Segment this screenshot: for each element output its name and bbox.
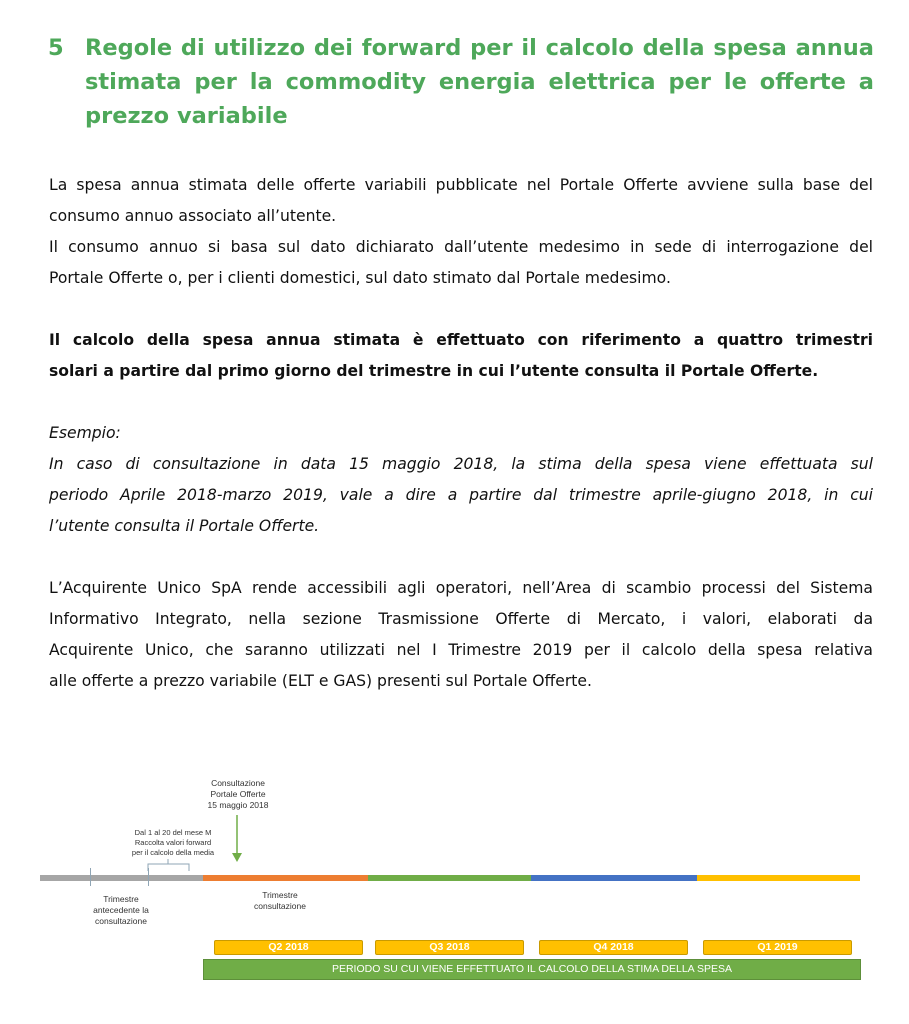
current-quarter-label — [230, 890, 330, 912]
timeline-tick — [148, 868, 149, 886]
label-line: antecedente la — [93, 905, 149, 915]
text-line: In caso di consultazione in data 15 maggio 2018, la stima della spesa viene effettuata sul — [49, 455, 873, 473]
paragraph-calculation-rule — [49, 325, 873, 387]
quarter-box-q3-2018: Q3 2018 — [375, 940, 524, 955]
label-line: consultazione — [95, 916, 147, 926]
consultation-label — [190, 778, 286, 811]
text-line: L’Acquirente Unico SpA rende accessibili agli operatori, nell’Area di scambio processi del Sistema — [49, 579, 873, 597]
label-line: Consultazione — [211, 778, 265, 788]
label-line: Trimestre — [262, 890, 298, 900]
text-line: Informativo Integrato, nella sezione Trasmissione Offerte di Mercato, i valori, elaborati da — [49, 610, 873, 628]
label-line: consultazione — [254, 901, 306, 911]
down-arrow-icon — [230, 815, 244, 865]
section-heading — [48, 31, 874, 133]
label-line: per il calcolo della media — [131, 848, 215, 857]
previous-quarter-label — [68, 894, 174, 927]
text-line: Il consumo annuo si basa sul dato dichiarato dall’utente medesimo in sede di interrogazione del — [49, 238, 873, 256]
text-line: Il calcolo della spesa annua stimata è effettuato con riferimento a quattro trimestri — [49, 331, 873, 349]
bracket-icon — [147, 858, 191, 872]
timeline-segment-q1-2019 — [697, 875, 860, 881]
text-line: periodo Aprile 2018-marzo 2019, vale a dire a partire dal trimestre aprile-giugno 2018, in cui — [49, 486, 873, 504]
forward-collection-label — [118, 828, 228, 858]
quarter-box-q1-2019: Q1 2019 — [703, 940, 852, 955]
text-line: alle offerte a prezzo variabile (ELT e GAS) presenti sul Portale Offerte. — [49, 672, 592, 690]
timeline-segment-q2-2018 — [203, 875, 368, 881]
estimation-period-bar: PERIODO SU CUI VIENE EFFETTUATO IL CALCOLO DELLA STIMA DELLA SPESA — [203, 959, 861, 980]
text-line: consumo annuo associato all’utente. — [49, 207, 337, 225]
text-line: La spesa annua stimata delle offerte variabili pubblicate nel Portale Offerte avviene sulla base del — [49, 176, 873, 194]
timeline-segment-q3-2018 — [368, 875, 531, 881]
section-title: Regole di utilizzo dei forward per il calcolo della spesa annua stimata per la commodity energia elettrica per le offerte a prezzo variabile — [85, 35, 874, 129]
label-line: 15 maggio 2018 — [207, 800, 269, 810]
label-line: Dal 1 al 20 del mese M — [134, 828, 212, 837]
label-line: Trimestre — [103, 894, 139, 904]
timeline-tick — [90, 868, 91, 886]
paragraph-annual-spend — [49, 170, 873, 294]
paragraph-example — [49, 418, 873, 542]
example-label: Esempio: — [49, 424, 121, 442]
timeline-diagram — [0, 760, 909, 1024]
timeline-segment-q4-2018 — [531, 875, 697, 881]
text-line: solari a partire dal primo giorno del trimestre in cui l’utente consulta il Portale Offerte. — [49, 362, 819, 380]
quarter-box-q2-2018: Q2 2018 — [214, 940, 363, 955]
text-line: Acquirente Unico, che saranno utilizzati nel I Trimestre 2019 per il calcolo della spesa relativa — [49, 641, 873, 659]
label-line: Portale Offerte — [210, 789, 266, 799]
paragraph-acquirente-unico — [49, 573, 873, 697]
section-number: 5 — [48, 35, 64, 61]
label-line: Raccolta valori forward — [134, 838, 212, 847]
text-line: Portale Offerte o, per i clienti domestici, sul dato stimato dal Portale medesimo. — [49, 269, 671, 287]
quarter-box-q4-2018: Q4 2018 — [539, 940, 688, 955]
text-line: l’utente consulta il Portale Offerte. — [49, 517, 320, 535]
timeline-segment-previous-quarter — [40, 875, 203, 881]
